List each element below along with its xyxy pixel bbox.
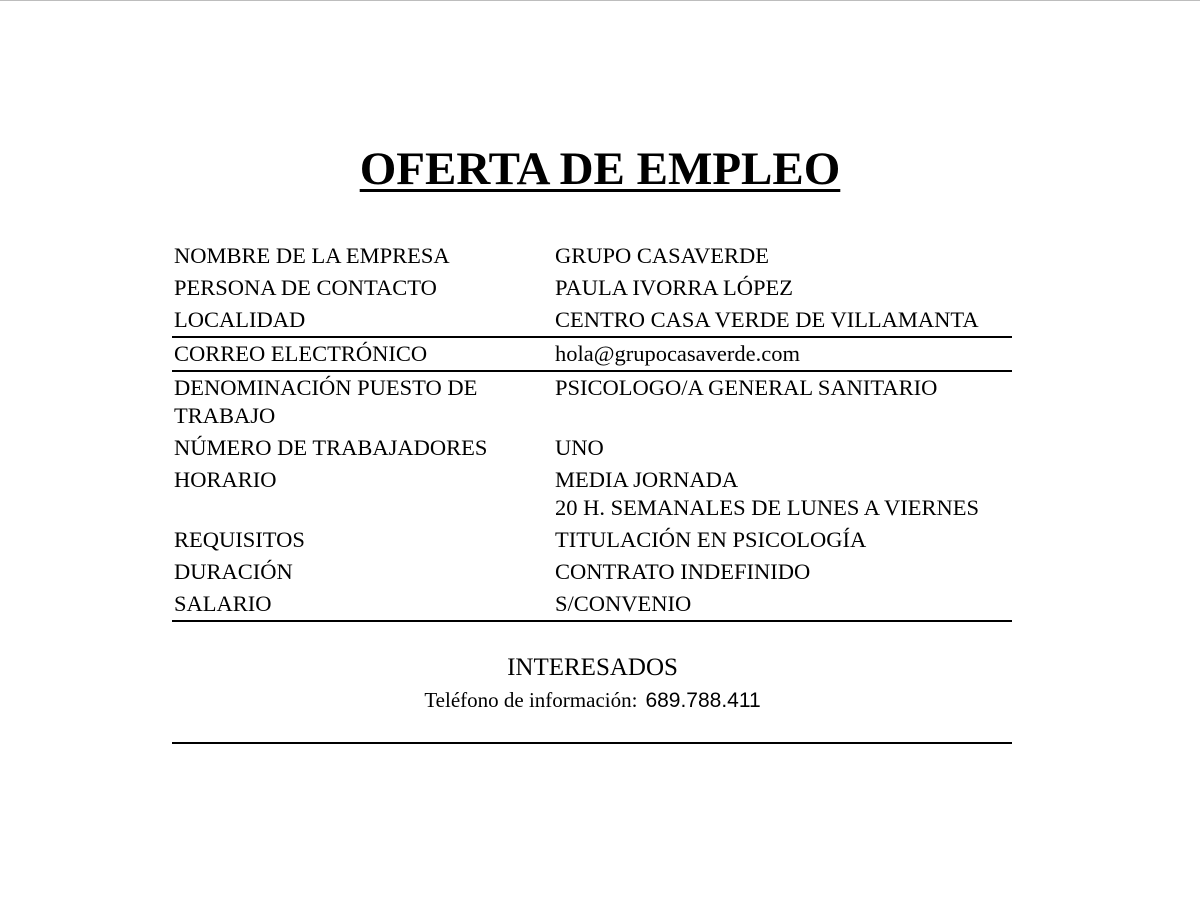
field-value: PSICOLOGO/A GENERAL SANITARIO [555,375,938,400]
field-value: UNO [555,435,604,460]
field-label: NÚMERO DE TRABAJADORES [174,435,488,460]
bottom-divider-line [172,742,1012,744]
field-value: TITULACIÓN EN PSICOLOGÍA [555,527,867,552]
field-row-empresa [172,240,1012,272]
field-label [172,374,555,430]
field-label-line: TRABAJO [174,403,276,428]
phone-number: 689.788.411 [645,689,761,712]
field-value-line: 20 H. SEMANALES DE LUNES A VIERNES [555,495,979,520]
field-label: HORARIO [174,467,277,492]
field-label: PERSONA DE CONTACTO [174,275,437,300]
email-value: hola@grupocasaverde.com [555,341,800,366]
field-row-localidad [172,304,1012,336]
page-title: OFERTA DE EMPLEO [359,143,841,195]
field-label: DURACIÓN [174,559,293,584]
field-label: CORREO ELECTRÓNICO [174,341,428,366]
interesados-heading: INTERESADOS [507,654,678,681]
phone-info [0,686,1185,715]
field-label: LOCALIDAD [174,307,306,332]
job-details-table [172,240,1012,622]
phone-label: Teléfono de información: [424,688,638,712]
field-value: CENTRO CASA VERDE DE VILLAMANTA [555,307,979,332]
divider-line [172,620,1012,622]
field-row-correo [172,338,1012,370]
field-value: GRUPO CASAVERDE [555,243,770,268]
field-value: CONTRATO INDEFINIDO [555,559,811,584]
field-value: PAULA IVORRA LÓPEZ [555,275,793,300]
field-row-puesto [172,372,1012,432]
field-value [555,466,1012,522]
field-row-duracion [172,556,1012,588]
field-value: S/CONVENIO [555,591,692,616]
field-row-trabajadores [172,432,1012,464]
field-row-horario [172,464,1012,524]
field-label: NOMBRE DE LA EMPRESA [174,243,450,268]
field-label: REQUISITOS [174,527,305,552]
field-row-requisitos [172,524,1012,556]
field-row-salario [172,588,1012,620]
field-value-line: MEDIA JORNADA [555,467,739,492]
field-label-line: DENOMINACIÓN PUESTO DE [174,375,478,400]
page-top-border [0,0,1200,1]
field-label: SALARIO [174,591,272,616]
field-row-contacto [172,272,1012,304]
